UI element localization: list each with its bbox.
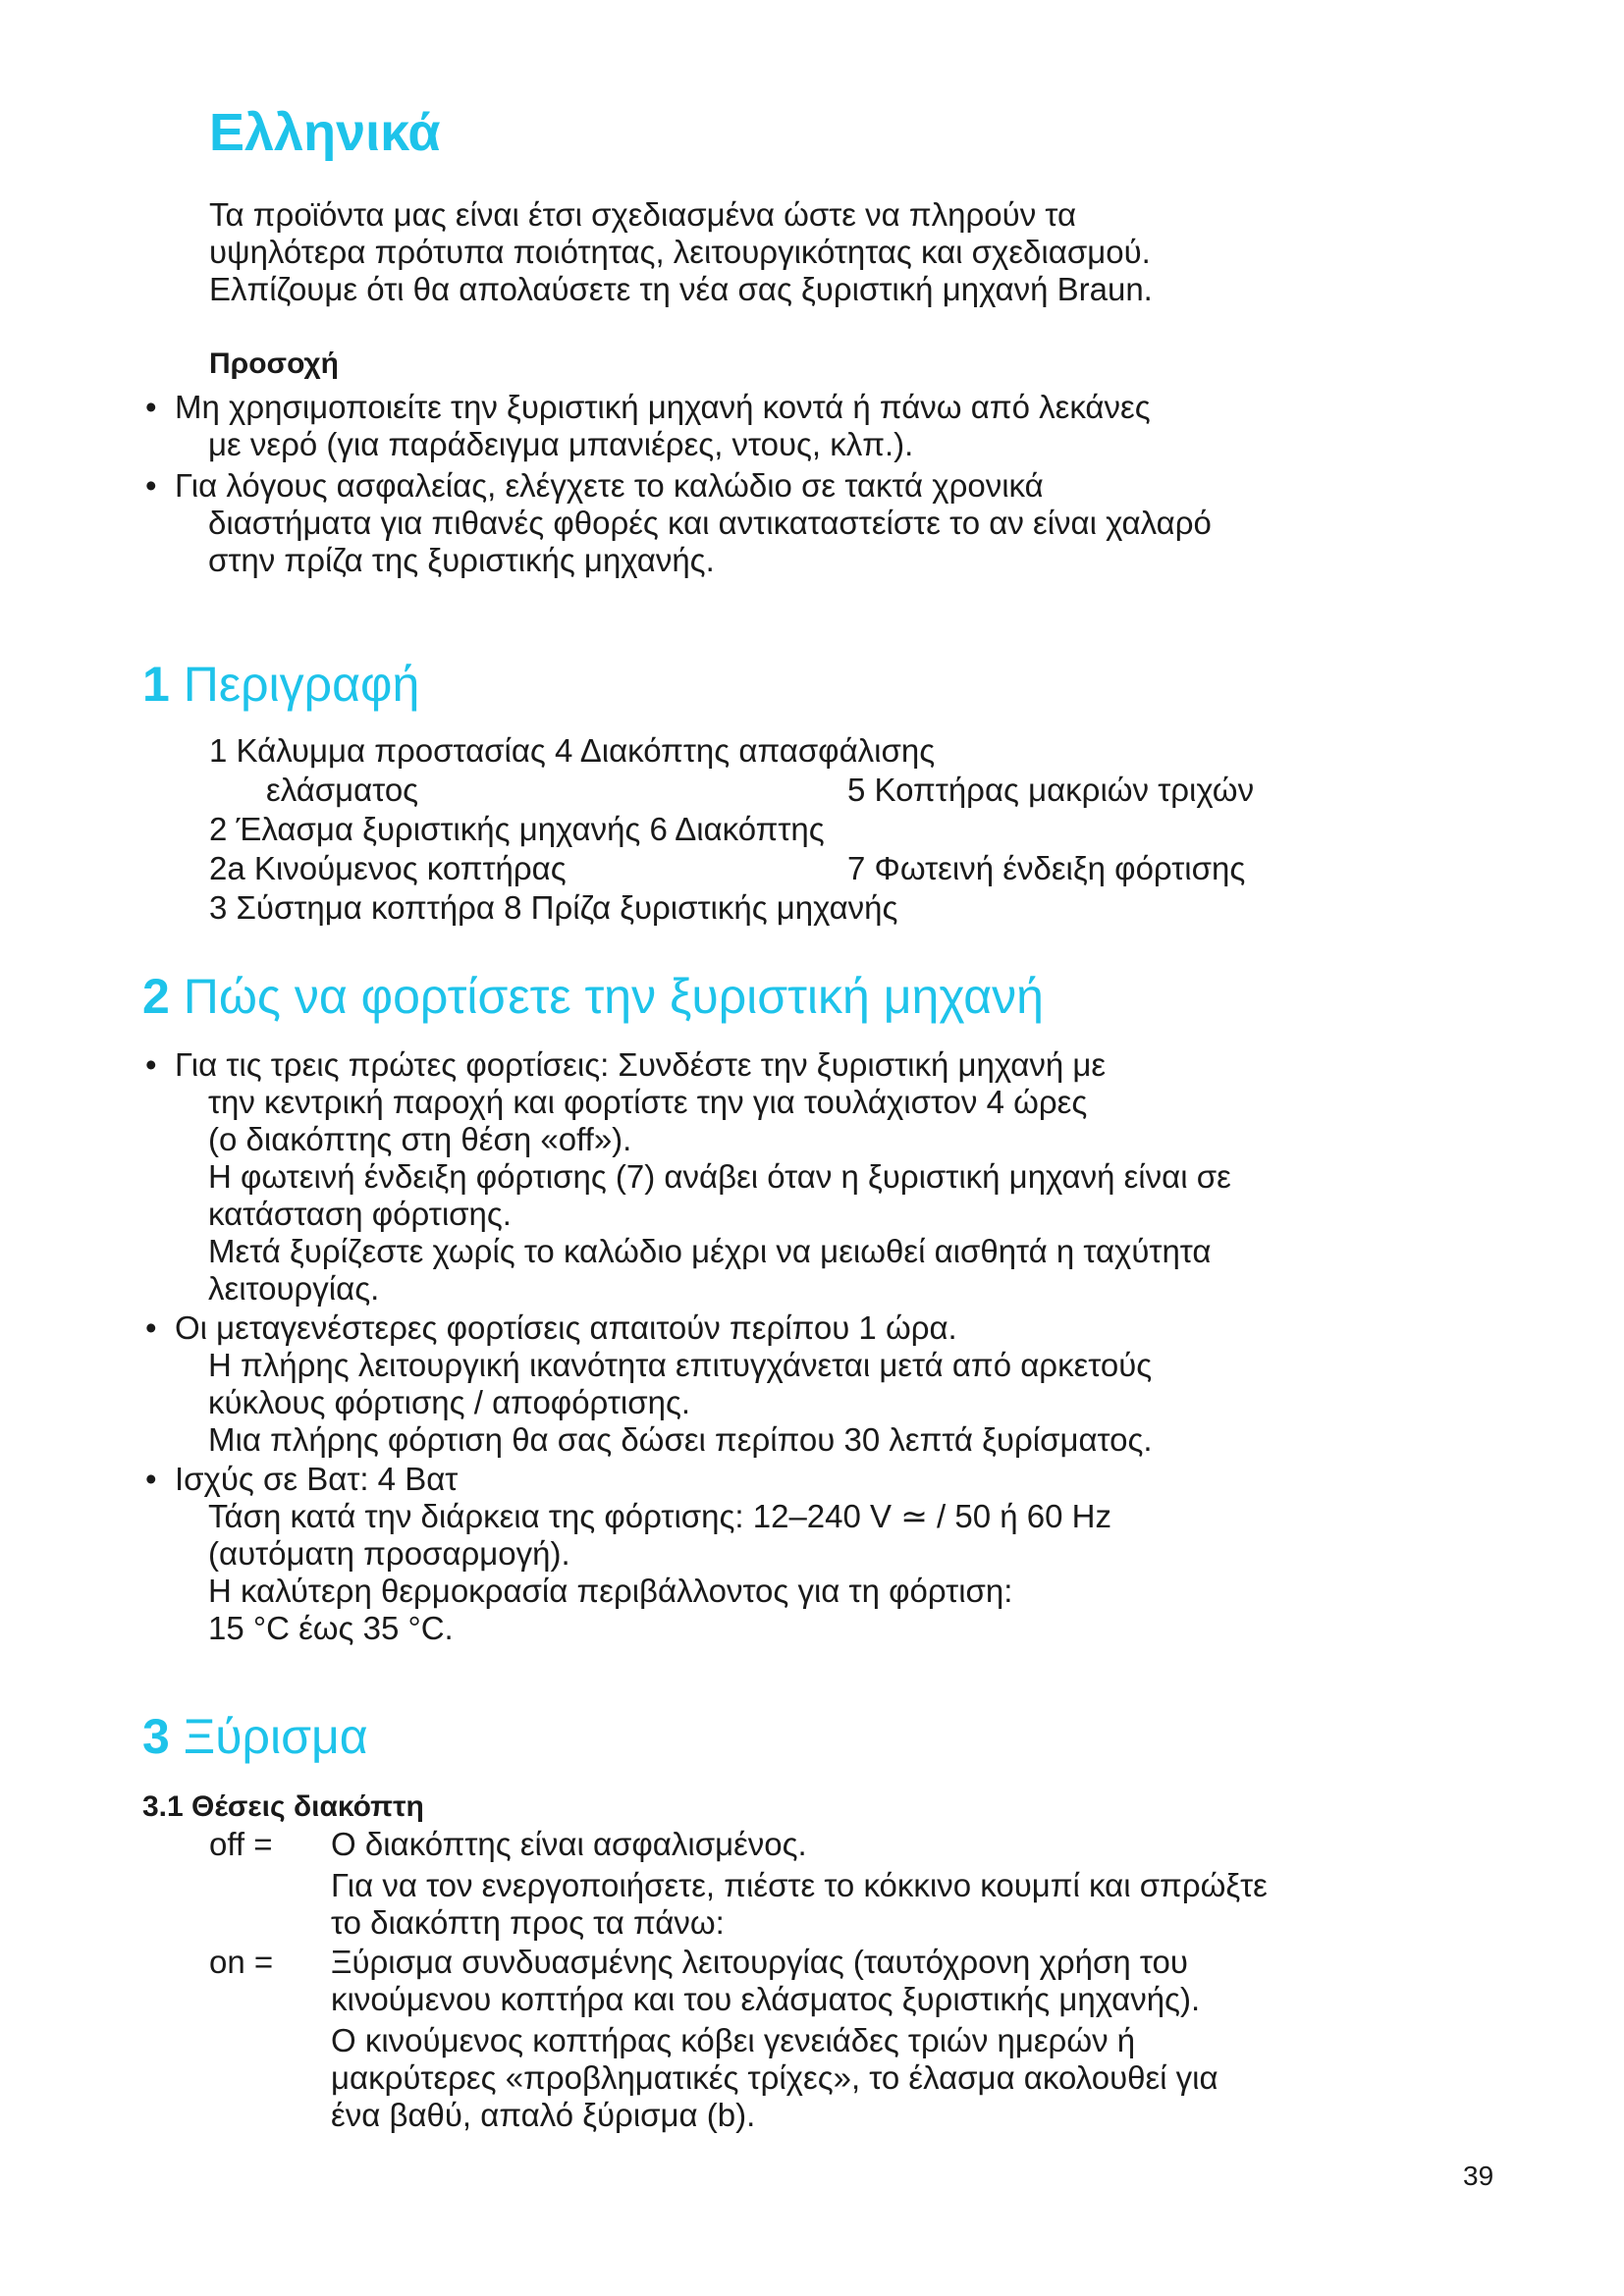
caution-item — [145, 467, 1212, 579]
switch-definitions — [209, 1826, 1268, 2134]
definition-term: on = — [209, 1944, 274, 1980]
bullet-icon: • — [145, 1461, 157, 1497]
bullet-icon: • — [145, 1309, 157, 1346]
definition-line: το διακόπτη προς τα πάνω: — [331, 1904, 725, 1941]
bullet-icon: • — [145, 389, 157, 425]
caution-line: στην πρίζα της ξυριστικής μηχανής. — [208, 542, 715, 578]
caution-heading: Προσοχή — [209, 347, 339, 380]
charging-line: (αυτόματη προσαρμογή). — [208, 1535, 570, 1572]
section-3-heading — [142, 1709, 368, 1764]
charging-item — [145, 1309, 1231, 1459]
charging-line: (ο διακόπτης στη θέση «off»). — [208, 1121, 632, 1157]
section-title: Πώς να φορτίσετε την ξυριστική μηχανή — [183, 969, 1044, 1024]
caution-line: Μη χρησιμοποιείτε την ξυριστική μηχανή κοντά ή πάνω από λεκάνες — [175, 389, 1151, 425]
charging-line: Τάση κατά την διάρκεια της φόρτισης: 12–240 V ≃ / 50 ή 60 Hz — [208, 1498, 1111, 1534]
charging-item — [145, 1046, 1231, 1308]
parts-line — [209, 888, 935, 928]
section-title: Περιγραφή — [183, 657, 420, 712]
bullet-icon: • — [145, 1046, 157, 1083]
language-title: Ελληνικά — [209, 103, 441, 162]
bullet-icon: • — [145, 467, 157, 504]
parts-line — [209, 731, 935, 771]
parts-text: 7 Φωτεινή ένδειξη φόρτισης — [847, 850, 1246, 886]
definition-line: ένα βαθύ, απαλό ξύρισμα (b). — [331, 2097, 756, 2133]
charging-line: Η καλύτερη θερμοκρασία περιβάλλοντος για τη φόρτιση: — [208, 1573, 1013, 1609]
charging-line: κατάσταση φόρτισης. — [208, 1196, 512, 1232]
section-title: Ξύρισμα — [183, 1709, 368, 1764]
definition-line: Ξύρισμα συνδυασμένης λειτουργίας (ταυτόχρονη χρήση του — [331, 1944, 1188, 1980]
charging-line: Η φωτεινή ένδειξη φόρτισης (7) ανάβει όταν η ξυριστική μηχανή είναι σε — [208, 1158, 1231, 1195]
parts-line — [209, 810, 935, 849]
switch-positions-heading: 3.1 Θέσεις διακόπτη — [142, 1790, 424, 1823]
section-number: 3 — [142, 1709, 170, 1764]
parts-text: 2a Κινούμενος κοπτήρας — [209, 850, 567, 886]
intro-line: Τα προϊόντα μας είναι έτσι σχεδιασμένα ώστε να πληρούν τα — [209, 196, 1077, 233]
intro-line: Ελπίζουμε ότι θα απολαύσετε τη νέα σας ξυριστική μηχανή Braun. — [209, 271, 1153, 307]
charging-line: Οι μεταγενέστερες φορτίσεις απαιτούν περίπου 1 ώρα. — [175, 1309, 957, 1346]
caution-line: με νερό (για παράδειγμα μπανιέρες, ντους, κλπ.). — [208, 426, 914, 462]
section-1-heading — [142, 657, 420, 712]
intro-paragraph — [209, 196, 1153, 308]
charging-line: κύκλους φόρτισης / αποφόρτισης. — [208, 1384, 691, 1420]
section-number: 2 — [142, 969, 170, 1024]
definition-off — [209, 1826, 1268, 1942]
charging-line: την κεντρική παροχή και φορτίστε την για τουλάχιστον 4 ώρες — [208, 1084, 1088, 1120]
charging-line: Μετά ξυρίζεστε χωρίς το καλώδιο μέχρι να μειωθεί αισθητά η ταχύτητα — [208, 1233, 1212, 1269]
definition-line: μακρύτερες «προβληματικές τρίχες», το έλασμα ακολουθεί για — [331, 2059, 1218, 2096]
caution-line: Για λόγους ασφαλείας, ελέγχετε το καλώδιο σε τακτά χρονικά — [175, 467, 1044, 504]
caution-list — [145, 389, 1212, 579]
parts-line — [209, 771, 1255, 810]
intro-line: υψηλότερα πρότυπα ποιότητας, λειτουργικότητας και σχεδιασμού. — [209, 234, 1151, 270]
page-number: 39 — [1463, 2161, 1494, 2191]
charging-line: Η πλήρης λειτουργική ικανότητα επιτυγχάνεται μετά από αρκετούς — [208, 1347, 1153, 1383]
definition-on — [209, 1944, 1268, 2134]
parts-text: 2 Έλασμα ξυριστικής μηχανής 6 Διακόπτης — [209, 811, 825, 847]
definition-line: κινούμενου κοπτήρα και του ελάσματος ξυριστικής μηχανής). — [331, 1981, 1201, 2017]
section-2-heading — [142, 969, 1044, 1024]
definition-line: Για να τον ενεργοποιήσετε, πιέστε το κόκκινο κουμπί και σπρώξτε — [331, 1867, 1268, 1903]
parts-text: ελάσματος — [266, 772, 419, 808]
parts-list — [209, 731, 1255, 928]
charging-line: Για τις τρεις πρώτες φορτίσεις: Συνδέστε την ξυριστική μηχανή με — [175, 1046, 1107, 1083]
definition-line: Ο κινούμενος κοπτήρας κόβει γενειάδες τριών ημερών ή — [331, 2022, 1136, 2058]
section-number: 1 — [142, 657, 170, 712]
charging-line: λειτουργίας. — [208, 1270, 380, 1307]
charging-item — [145, 1461, 1231, 1647]
parts-text: 3 Σύστημα κοπτήρα 8 Πρίζα ξυριστικής μηχανής — [209, 889, 898, 926]
caution-item — [145, 389, 1212, 463]
definition-line: Ο διακόπτης είναι ασφαλισμένος. — [331, 1826, 807, 1862]
parts-text: 5 Κοπτήρας μακριών τριχών — [847, 772, 1255, 808]
charging-list — [145, 1046, 1231, 1647]
caution-line: διαστήματα για πιθανές φθορές και αντικαταστείστε το αν είναι χαλαρό — [208, 505, 1212, 541]
parts-text: 1 Κάλυμμα προστασίας 4 Διακόπτης απασφάλισης — [209, 732, 936, 769]
parts-line — [209, 849, 1246, 888]
definition-term: off = — [209, 1826, 273, 1862]
charging-line: Ισχύς σε Βατ: 4 Βατ — [175, 1461, 459, 1497]
charging-line: 15 °C έως 35 °C. — [208, 1610, 454, 1646]
charging-line: Μια πλήρης φόρτιση θα σας δώσει περίπου 30 λεπτά ξυρίσματος. — [208, 1421, 1153, 1458]
